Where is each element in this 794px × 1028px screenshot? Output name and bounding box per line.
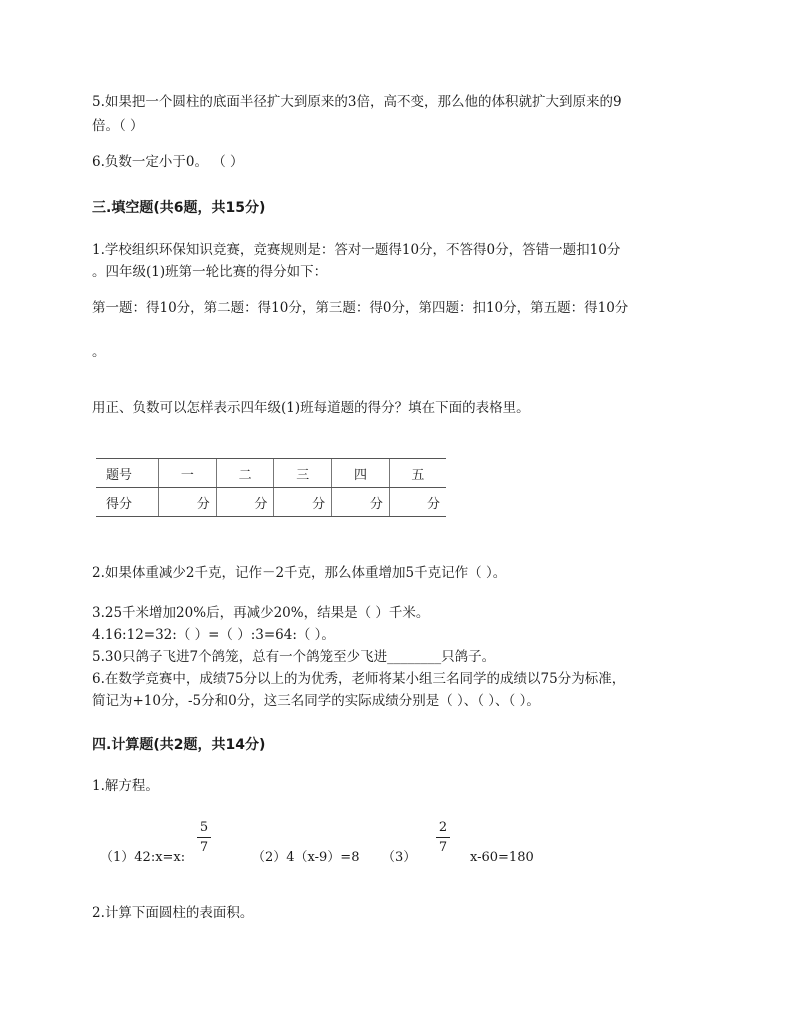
score-table-header-row bbox=[96, 459, 446, 488]
fill-q6-line1: 6.在数学竞赛中，成绩75分以上的为优秀，老师将某小组三名同学的成绩以75分为标准， bbox=[92, 671, 626, 687]
fill-q5: 5.30只鸽子飞进7个鸽笼，总有一个鸽笼至少飞进________只鸽子。 bbox=[92, 649, 496, 665]
score-table-score-row bbox=[96, 488, 446, 517]
fill-q1-line4: 。 bbox=[92, 344, 106, 360]
fraction-numerator: 5 bbox=[199, 820, 209, 835]
calc-q1: 1.解方程。 bbox=[92, 778, 159, 794]
fill-q1-line3: 第一题：得10分，第二题：得10分，第三题：得0分，第四题：扣10分，第五题：得10分 bbox=[92, 300, 629, 316]
judge-q6: 6.负数一定小于0。 （ ） bbox=[92, 154, 244, 170]
score-cell-5[interactable]: 分 bbox=[389, 488, 446, 517]
header-cell-4: 四 bbox=[332, 459, 390, 488]
calc-q2: 2.计算下面圆柱的表面积。 bbox=[92, 905, 254, 921]
equation-2: （2）4（x-9）=8 bbox=[252, 850, 360, 865]
score-cell-2[interactable]: 分 bbox=[216, 488, 274, 517]
equation-3-fraction bbox=[436, 820, 450, 855]
section3-title: 三.填空题(共6题，共15分) bbox=[92, 200, 266, 216]
score-cell-1[interactable]: 分 bbox=[159, 488, 217, 517]
equation-3: （3） bbox=[382, 850, 417, 865]
header-cell-label: 题号 bbox=[96, 459, 159, 488]
fill-q3: 3.25千米增加20%后，再减少20%，结果是（ ）千米。 bbox=[92, 605, 430, 621]
fraction-denominator: 7 bbox=[438, 840, 448, 855]
equation-3-rest: x-60=180 bbox=[470, 850, 534, 865]
header-cell-3: 三 bbox=[274, 459, 332, 488]
judge-q5-line2: 倍。（ ） bbox=[92, 118, 144, 134]
score-cell-4[interactable]: 分 bbox=[332, 488, 390, 517]
judge-q5-line1: 5.如果把一个圆柱的底面半径扩大到原来的3倍，高不变，那么他的体积就扩大到原来的9 bbox=[92, 94, 622, 110]
score-cell-3[interactable]: 分 bbox=[274, 488, 332, 517]
fill-q1-line5: 用正、负数可以怎样表示四年级(1)班每道题的得分？填在下面的表格里。 bbox=[92, 400, 530, 416]
fill-q1-line2: 。四年级(1)班第一轮比赛的得分如下： bbox=[92, 264, 328, 280]
fraction-numerator: 2 bbox=[438, 820, 448, 835]
fraction-bar bbox=[436, 837, 450, 838]
fill-q6-line2: 简记为+10分，-5分和0分，这三名同学的实际成绩分别是（ ）、（ ）、（ ）。 bbox=[92, 693, 540, 709]
score-table bbox=[96, 458, 446, 517]
header-cell-1: 一 bbox=[159, 459, 217, 488]
fill-q4: 4.16:12=32:（ ）=（ ）:3=64:（ ）。 bbox=[92, 627, 335, 643]
fill-q1-line1: 1.学校组织环保知识竞赛，竞赛规则是：答对一题得10分，不答得0分，答错一题扣10分 bbox=[92, 242, 621, 258]
header-cell-5: 五 bbox=[389, 459, 446, 488]
section4-title: 四.计算题(共2题，共14分) bbox=[92, 737, 266, 753]
header-cell-2: 二 bbox=[216, 459, 274, 488]
fill-q2: 2.如果体重减少2千克，记作－2千克，那么体重增加5千克记作（ ）。 bbox=[92, 565, 507, 581]
fraction-denominator: 7 bbox=[199, 840, 209, 855]
equation-1: （1）42:x=x: bbox=[100, 850, 186, 865]
row-label: 得分 bbox=[96, 488, 159, 517]
fraction-bar bbox=[197, 837, 211, 838]
equation-1-fraction bbox=[197, 820, 211, 855]
